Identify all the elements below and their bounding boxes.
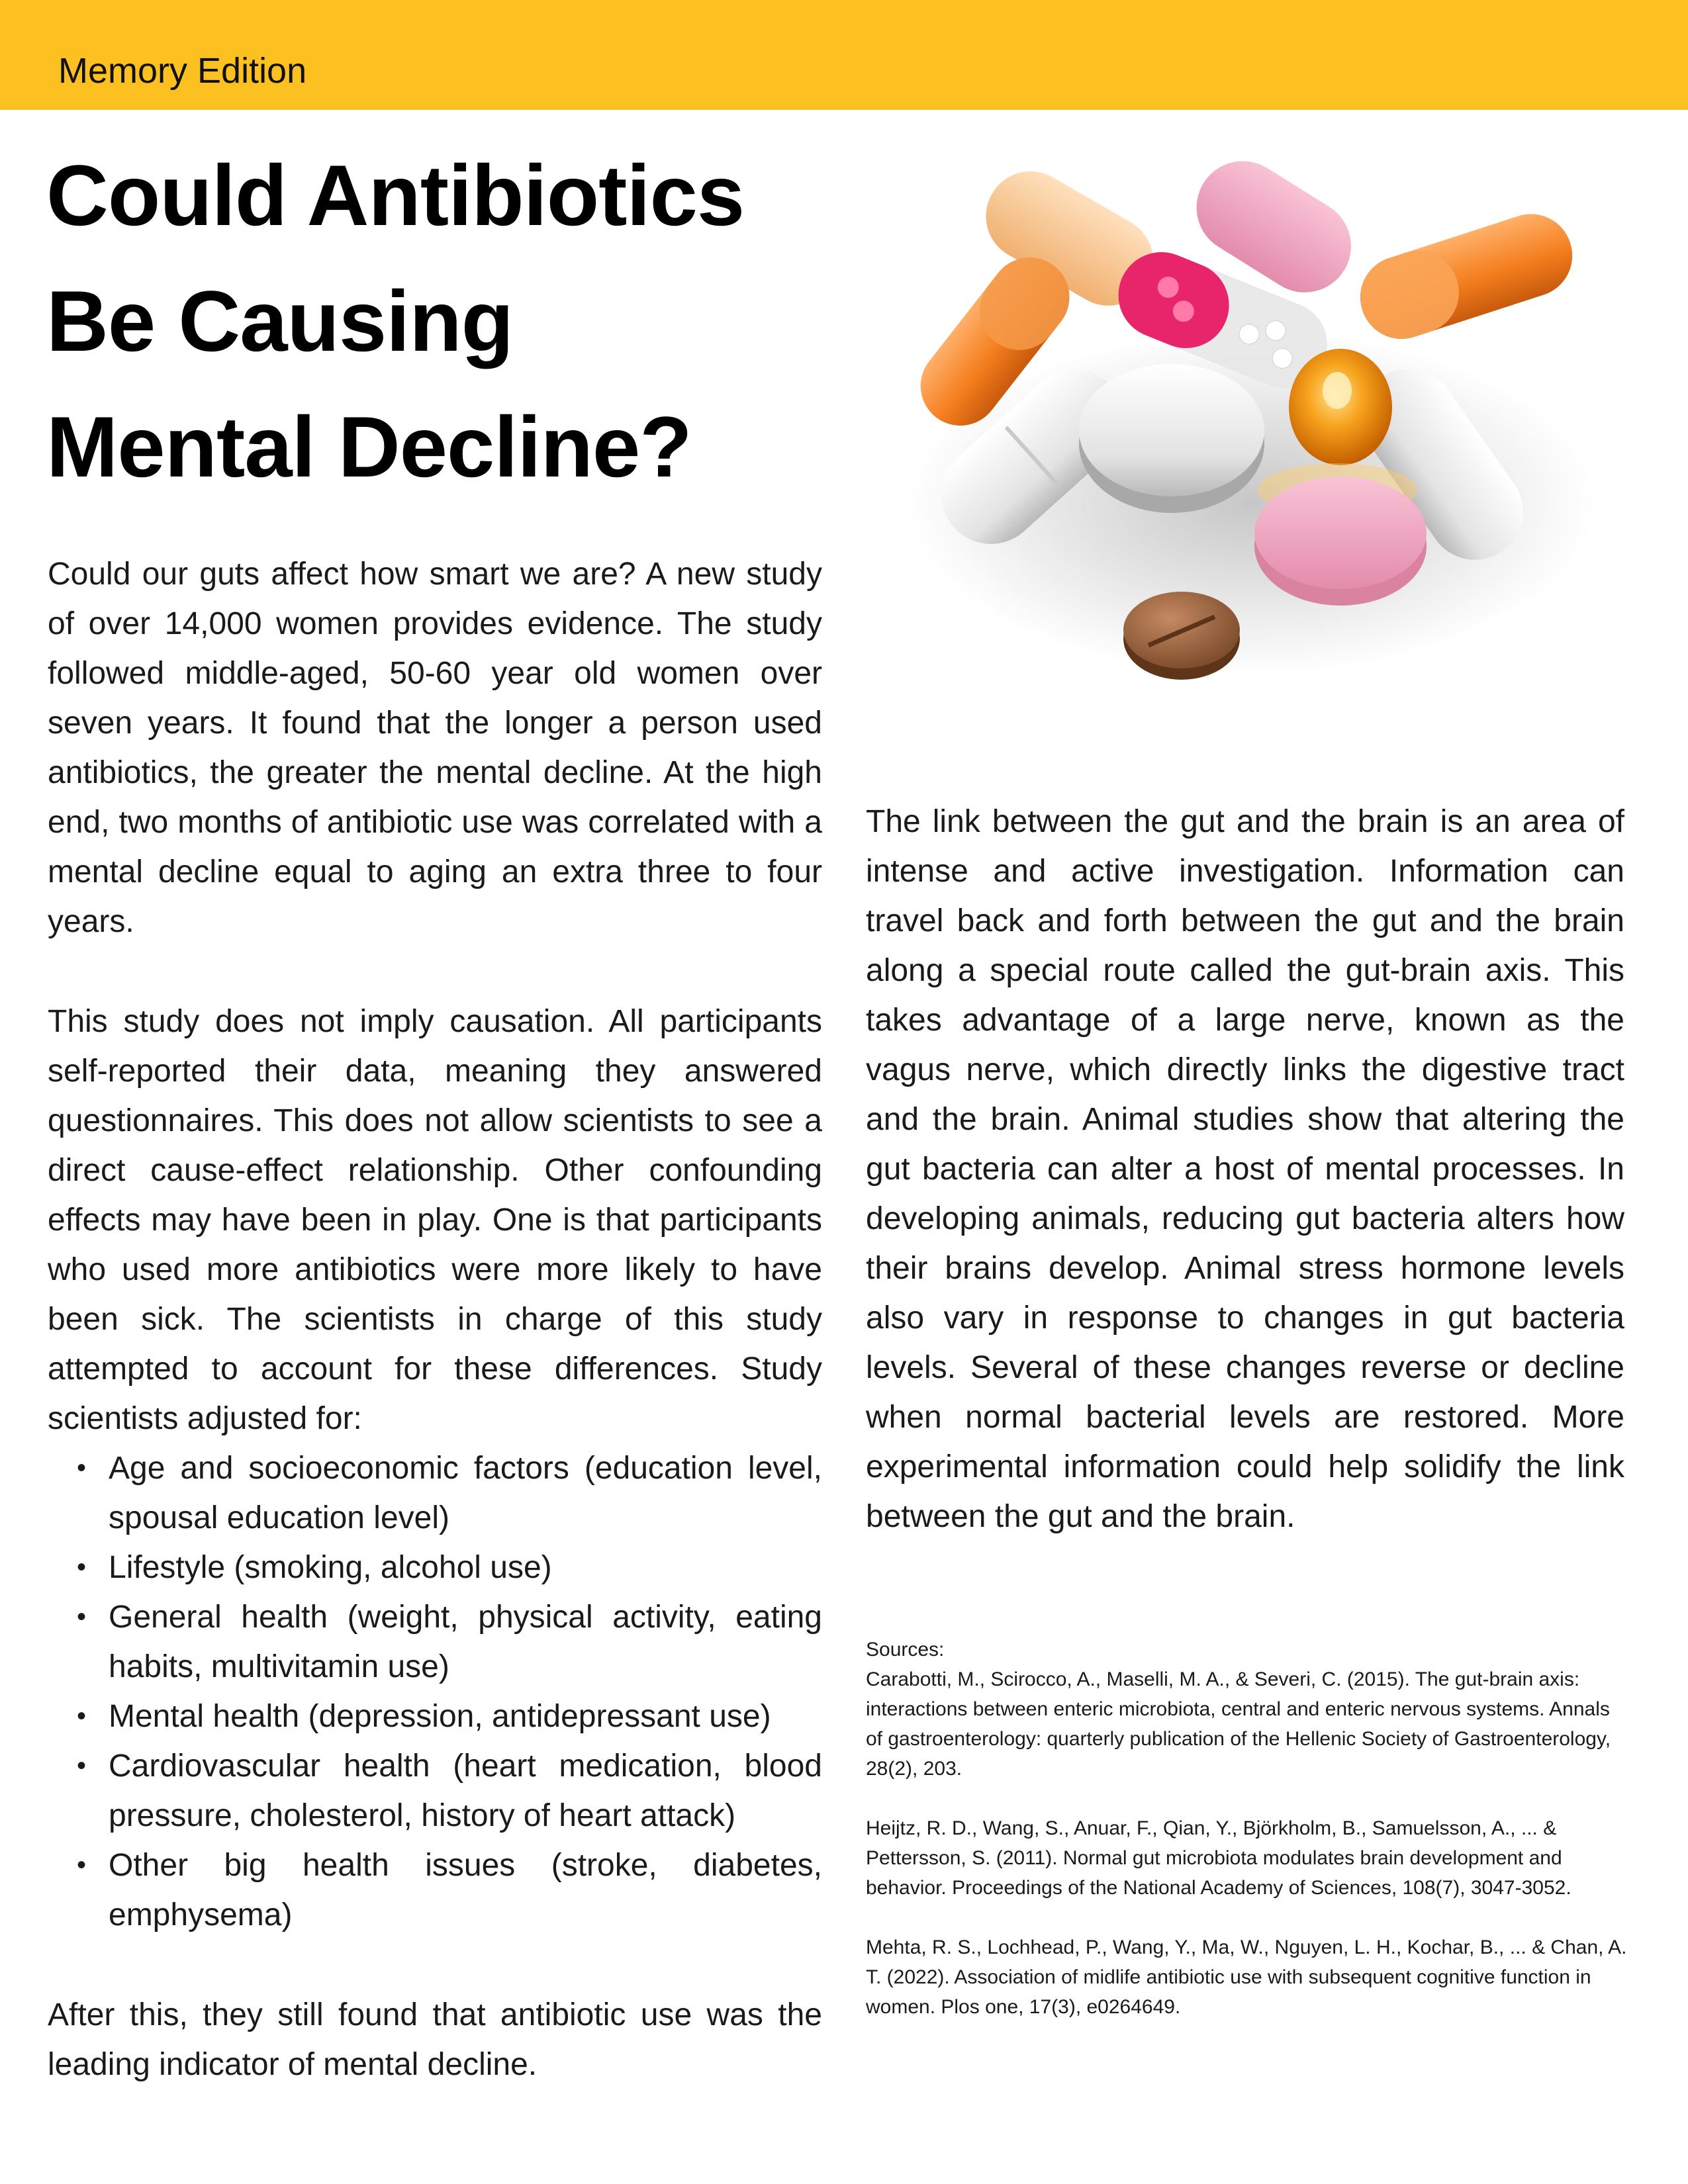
article-title <box>46 132 894 510</box>
title-line: Mental Decline? <box>46 398 692 495</box>
intro-paragraph: Could our guts affect how smart we are? A new study of over 14,000 women provides evidence. The study followed middle-aged, 50-60 year old women over seven years. It found that the longer a person used antibiotics, the greater the mental decline. At the high end, two months of antibiotic use was correlated with a mental decline equal to aging an extra three to four years. <box>48 557 822 939</box>
bullet-icon: • <box>77 1453 87 1482</box>
list-item-text: Age and socioeconomic factors (education level, spousal education level) <box>109 1451 822 1535</box>
left-column <box>48 549 822 2089</box>
list-item-text: Lifestyle (smoking, alcohol use) <box>109 1550 552 1585</box>
causation-paragraph: This study does not imply causation. All participants self-reported their data, meaning they answered questionnaires. This does not allow scientists to see a direct cause-effect relationship. Other confounding effects may have been in play. One is that participants who used more antibiotics were more likely to have been sick. The scientists in charge of this study attempted to account for these differences. Study scientists adjusted for: <box>48 1004 822 1436</box>
list-item <box>48 1592 822 1692</box>
bullet-icon: • <box>77 1602 87 1631</box>
sources-section <box>866 1635 1627 2022</box>
right-column <box>866 797 1624 1541</box>
edition-label: Memory Edition <box>58 51 307 91</box>
list-item <box>48 1443 822 1543</box>
pills-illustration <box>880 106 1622 715</box>
list-item <box>48 1692 822 1741</box>
list-item <box>48 1543 822 1592</box>
list-item-text: Mental health (depression, antidepressant use) <box>109 1699 771 1734</box>
bullet-icon: • <box>77 1850 87 1880</box>
list-item-text: Cardiovascular health (heart medication, blood pressure, cholesterol, history of heart attack) <box>109 1749 822 1833</box>
title-line: Be Causing <box>46 273 514 369</box>
reference-item: Heijtz, R. D., Wang, S., Anuar, F., Qian, Y., Björkholm, B., Samuelsson, A., ... & Pettersson, S. (2011). Normal gut microbiota modulates brain development and behavior. Proceedings of the National Academy of Sciences, 108(7), 3047-3052. <box>866 1817 1571 1899</box>
bullet-icon: • <box>77 1702 87 1731</box>
bullet-icon: • <box>77 1553 87 1582</box>
reference-item: Mehta, R. S., Lochhead, P., Wang, Y., Ma, W., Nguyen, L. H., Kochar, B., ... & Chan, A. T. (2022). Association of midlife antibiotic use with subsequent cognitive function in women. Plos one, 17(3), e0264649. <box>866 1936 1627 2018</box>
adjustments-list <box>48 1443 822 1940</box>
gut-brain-paragraph: The link between the gut and the brain is an area of intense and active investigation. Information can travel back and forth between the gut and the brain along a special route called the gut-brain axis. This takes advantage of a large nerve, known as the vagus nerve, which directly links the digestive tract and the brain. Animal studies show that altering the gut bacteria can alter a host of mental processes. In developing animals, reducing gut bacteria alters how their brains develop. Animal stress hormone levels also vary in response to changes in gut bacteria levels. Several of these changes reverse or decline when normal bacterial levels are restored. More experimental information could help solidify the link between the gut and the brain. <box>866 804 1624 1534</box>
conclusion-paragraph: After this, they still found that antibiotic use was the leading indicator of mental decline. <box>48 1997 822 2082</box>
header-banner <box>0 0 1688 110</box>
list-item-text: General health (weight, physical activity, eating habits, multivitamin use) <box>109 1600 822 1684</box>
reference-item: Carabotti, M., Scirocco, A., Maselli, M. A., & Severi, C. (2015). The gut-brain axis: interactions between enteric microbiota, central and enteric nervous systems. Annals of gastroenterology: quarterly publication of the Hellenic Society of Gastroenterology, 28(2), 203. <box>866 1668 1611 1780</box>
list-item <box>48 1841 822 1940</box>
sources-heading: Sources: <box>866 1639 945 1661</box>
list-item <box>48 1741 822 1841</box>
list-item-text: Other big health issues (stroke, diabetes, emphysema) <box>109 1848 822 1933</box>
title-line: Could Antibiotics <box>46 147 745 244</box>
bullet-icon: • <box>77 1751 87 1780</box>
